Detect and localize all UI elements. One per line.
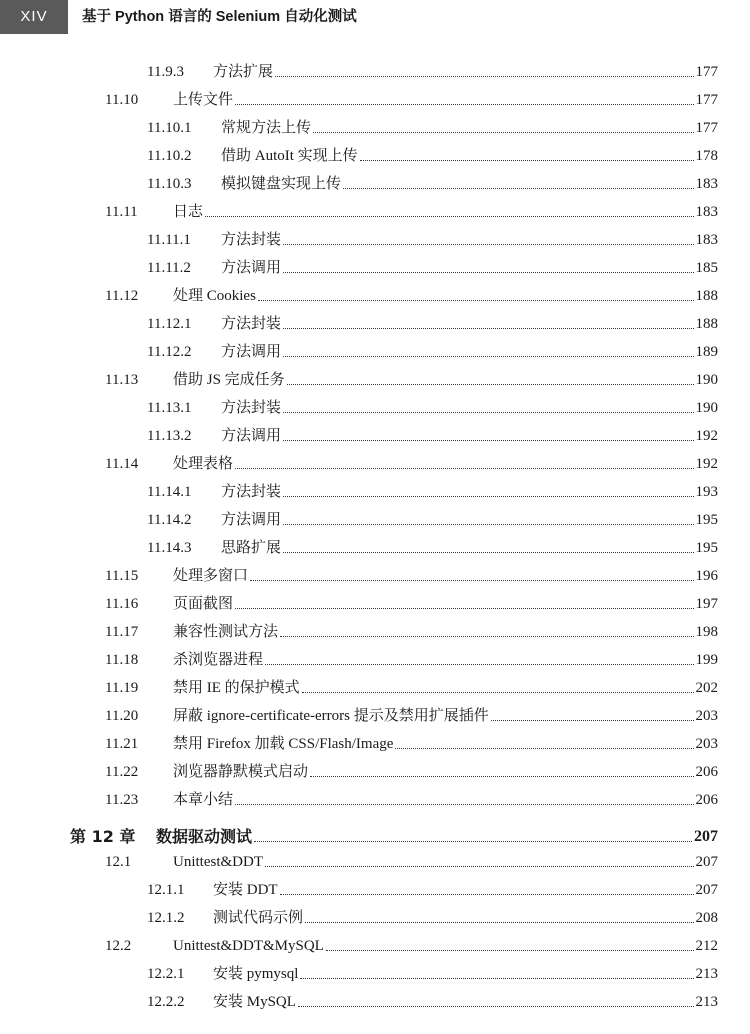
dot-leader [287, 384, 694, 385]
toc-entry-number: 11.11 [105, 204, 138, 220]
toc-entry-number: 11.15 [105, 568, 139, 584]
toc-entry-page: 212 [695, 938, 718, 954]
toc-entry[interactable] [147, 899, 718, 927]
toc-entry-title: 方法调用 [221, 512, 282, 528]
dot-leader [300, 978, 693, 979]
toc-entry-number: 11.14.3 [147, 540, 192, 556]
toc-entry-title: 浏览器静默模式启动 [173, 764, 309, 780]
toc-entry-page: 196 [695, 568, 718, 584]
dot-leader [360, 160, 694, 161]
toc-entry[interactable] [105, 361, 718, 389]
dot-leader [283, 524, 693, 525]
toc-entry[interactable] [147, 165, 718, 193]
toc-entry-title: 方法调用 [221, 344, 282, 360]
toc-entry-page: 177 [695, 120, 718, 136]
toc-entry[interactable] [147, 529, 718, 557]
toc-entry-page: 177 [695, 92, 718, 108]
toc-entry-title: 方法封装 [221, 484, 282, 500]
dot-leader [491, 720, 694, 721]
toc-entry-title: 日志 [173, 204, 204, 220]
toc-entry-number: 11.10.3 [147, 176, 192, 192]
toc-entry-page: 190 [695, 372, 718, 388]
toc-entry[interactable] [147, 389, 718, 417]
toc-entry[interactable] [147, 871, 718, 899]
toc-entry-title: 数据驱动测试 [156, 827, 253, 846]
toc-entry-page: 203 [695, 708, 718, 724]
toc-entry[interactable] [147, 109, 718, 137]
toc-entry-title: 常规方法上传 [221, 120, 312, 136]
toc-entry-page: 189 [695, 344, 718, 360]
dot-leader [205, 216, 693, 217]
toc-entry-page: 206 [695, 764, 718, 780]
dot-leader [298, 1006, 694, 1007]
toc-entry-number: 11.22 [105, 764, 139, 780]
toc-entry-page: 213 [695, 966, 718, 982]
toc-entry-title: 方法扩展 [213, 64, 274, 80]
toc-entry-title: 处理表格 [173, 456, 234, 472]
dot-leader [283, 328, 693, 329]
toc-entry-page: 208 [695, 910, 718, 926]
toc-entry[interactable] [105, 613, 718, 641]
toc-entry-number: 11.17 [105, 624, 139, 640]
toc-chapter-entry[interactable] [70, 818, 718, 846]
dot-leader [283, 272, 693, 273]
dot-leader [313, 132, 693, 133]
toc-entry-title: Unittest&DDT [173, 854, 263, 870]
toc-entry-page: 213 [695, 994, 718, 1010]
toc-entry[interactable] [147, 955, 718, 983]
toc-entry[interactable] [105, 277, 718, 305]
toc-entry-title: 方法封装 [221, 316, 282, 332]
toc-entry-title: 思路扩展 [221, 540, 282, 556]
toc-entry-number: 11.19 [105, 680, 139, 696]
toc-entry-number: 11.12.2 [147, 344, 192, 360]
toc-entry-number: 11.10.2 [147, 148, 192, 164]
dot-leader [280, 636, 693, 637]
toc-entry-number: 12.2.1 [147, 966, 185, 982]
toc-entry-number: 11.11.2 [147, 260, 191, 276]
page-number-badge: XIV [0, 0, 68, 34]
toc-entry[interactable] [105, 557, 718, 585]
toc-entry-page: 199 [695, 652, 718, 668]
toc-entry-number: 12.1.1 [147, 882, 185, 898]
toc-entry[interactable] [105, 843, 718, 871]
dot-leader [302, 692, 694, 693]
toc-entry-title: 方法封装 [221, 400, 282, 416]
dot-leader [258, 300, 694, 301]
toc-entry-number: 11.14.1 [147, 484, 192, 500]
toc-entry-page: 188 [695, 288, 718, 304]
toc-entry-title: 借助 AutoIt 实现上传 [221, 148, 358, 164]
dot-leader [250, 580, 693, 581]
toc-entry[interactable] [147, 137, 718, 165]
toc-entry-page: 203 [695, 736, 718, 752]
toc-entry-number: 11.13.2 [147, 428, 192, 444]
dot-leader [283, 496, 693, 497]
dot-leader [283, 244, 693, 245]
toc-entry-page: 183 [695, 204, 718, 220]
toc-entry[interactable] [105, 725, 718, 753]
toc-entry[interactable] [147, 249, 718, 277]
toc-entry[interactable] [105, 781, 718, 809]
toc-entry-number: 11.21 [105, 736, 139, 752]
toc-entry-page: 206 [695, 792, 718, 808]
toc-entry-number: 11.13 [105, 372, 139, 388]
toc-entry-number: 11.11.1 [147, 232, 191, 248]
toc-entry[interactable] [147, 221, 718, 249]
toc-entry-page: 198 [695, 624, 718, 640]
toc-entry[interactable] [147, 501, 718, 529]
dot-leader [235, 468, 693, 469]
toc-entry-title: 方法调用 [221, 260, 282, 276]
toc-entry-title: 禁用 Firefox 加载 CSS/Flash/Image [173, 736, 394, 752]
toc-entry-number: 12.1.2 [147, 910, 185, 926]
dot-leader [310, 776, 693, 777]
toc-entry-page: 197 [695, 596, 718, 612]
toc-entry[interactable] [105, 927, 718, 955]
toc-entry-title: 安装 pymysql [213, 966, 299, 982]
toc-entry-page: 183 [695, 232, 718, 248]
toc-entry-page: 207 [694, 828, 718, 845]
toc-entry-number: 11.12.1 [147, 316, 192, 332]
toc-entry-title: 模拟键盘实现上传 [221, 176, 342, 192]
toc-entry-title: 借助 JS 完成任务 [173, 372, 285, 388]
toc-entry-title: 杀浏览器进程 [173, 652, 264, 668]
page-header [0, 0, 750, 34]
running-book-title: 基于 Python 语言的 Selenium 自动化测试 [82, 9, 357, 25]
toc-entry[interactable] [105, 445, 718, 473]
toc-entry-number: 11.23 [105, 792, 139, 808]
toc-entry-title: Unittest&DDT&MySQL [173, 938, 324, 954]
toc-entry-page: 178 [695, 148, 718, 164]
toc-entry-number: 11.16 [105, 596, 139, 612]
toc-entry-page: 192 [695, 428, 718, 444]
toc-entry-number: 12.1 [105, 854, 132, 870]
toc-entry-page: 193 [695, 484, 718, 500]
toc-entry-title: 页面截图 [173, 596, 234, 612]
dot-leader [235, 608, 693, 609]
toc-entry-page: 185 [695, 260, 718, 276]
toc-entry-number: 11.10 [105, 92, 139, 108]
dot-leader [235, 804, 693, 805]
dot-leader [235, 104, 693, 105]
toc-entry-page: 202 [695, 680, 718, 696]
toc-entry-page: 192 [695, 456, 718, 472]
dot-leader [283, 440, 693, 441]
toc-entry-page: 177 [695, 64, 718, 80]
toc-entry-number: 第 12 章 [70, 827, 136, 846]
dot-leader [283, 356, 693, 357]
dot-leader [283, 552, 693, 553]
toc-entry-number: 11.20 [105, 708, 139, 724]
toc-entry[interactable] [105, 641, 718, 669]
toc-entry-title: 安装 MySQL [213, 994, 296, 1010]
toc-entry-title: 屏蔽 ignore-certificate-errors 提示及禁用扩展插件 [173, 708, 489, 724]
dot-leader [326, 950, 694, 951]
toc-entry[interactable] [147, 333, 718, 361]
toc-entry[interactable] [147, 473, 718, 501]
toc-entry[interactable] [105, 193, 718, 221]
toc-entry-page: 207 [695, 882, 718, 898]
toc-entry-title: 上传文件 [173, 92, 234, 108]
toc-entry[interactable] [147, 53, 718, 81]
toc-entry-number: 11.10.1 [147, 120, 192, 136]
toc-entry-title: 安装 DDT [213, 882, 278, 898]
toc-entry-title: 处理 Cookies [173, 288, 256, 304]
dot-leader [305, 922, 693, 923]
toc-entry-page: 195 [695, 540, 718, 556]
toc-entry-page: 188 [695, 316, 718, 332]
toc-entry-number: 11.14 [105, 456, 139, 472]
dot-leader [275, 76, 693, 77]
toc-entry[interactable] [105, 81, 718, 109]
toc-entry[interactable] [147, 305, 718, 333]
toc-entry-title: 兼容性测试方法 [173, 624, 279, 640]
toc-entry[interactable] [105, 669, 718, 697]
toc-entry[interactable] [105, 585, 718, 613]
toc-entry-page: 195 [695, 512, 718, 528]
toc-entry[interactable] [105, 753, 718, 781]
toc-entry-number: 11.18 [105, 652, 139, 668]
toc-entry-title: 处理多窗口 [173, 568, 249, 584]
toc-entry-number: 11.12 [105, 288, 139, 304]
toc-entry-page: 183 [695, 176, 718, 192]
toc-entry-page: 207 [695, 854, 718, 870]
toc-entry-title: 方法封装 [221, 232, 282, 248]
dot-leader [283, 412, 693, 413]
toc-entry[interactable] [105, 697, 718, 725]
toc-entry-number: 11.13.1 [147, 400, 192, 416]
toc-entry-title: 禁用 IE 的保护模式 [173, 680, 300, 696]
toc-entry-page: 190 [695, 400, 718, 416]
dot-leader [395, 748, 693, 749]
toc-entry-number: 11.14.2 [147, 512, 192, 528]
toc-entry-number: 12.2.2 [147, 994, 185, 1010]
toc-entry-number: 11.9.3 [147, 64, 184, 80]
toc-entry-title: 测试代码示例 [213, 910, 304, 926]
dot-leader [280, 894, 694, 895]
dot-leader [254, 841, 692, 842]
dot-leader [265, 866, 694, 867]
toc-entry-number: 12.2 [105, 938, 132, 954]
toc-entry-title: 方法调用 [221, 428, 282, 444]
toc-entry[interactable] [147, 417, 718, 445]
dot-leader [343, 188, 693, 189]
dot-leader [265, 664, 693, 665]
toc-entry[interactable] [147, 983, 718, 1011]
toc-entry-title: 本章小结 [173, 792, 234, 808]
